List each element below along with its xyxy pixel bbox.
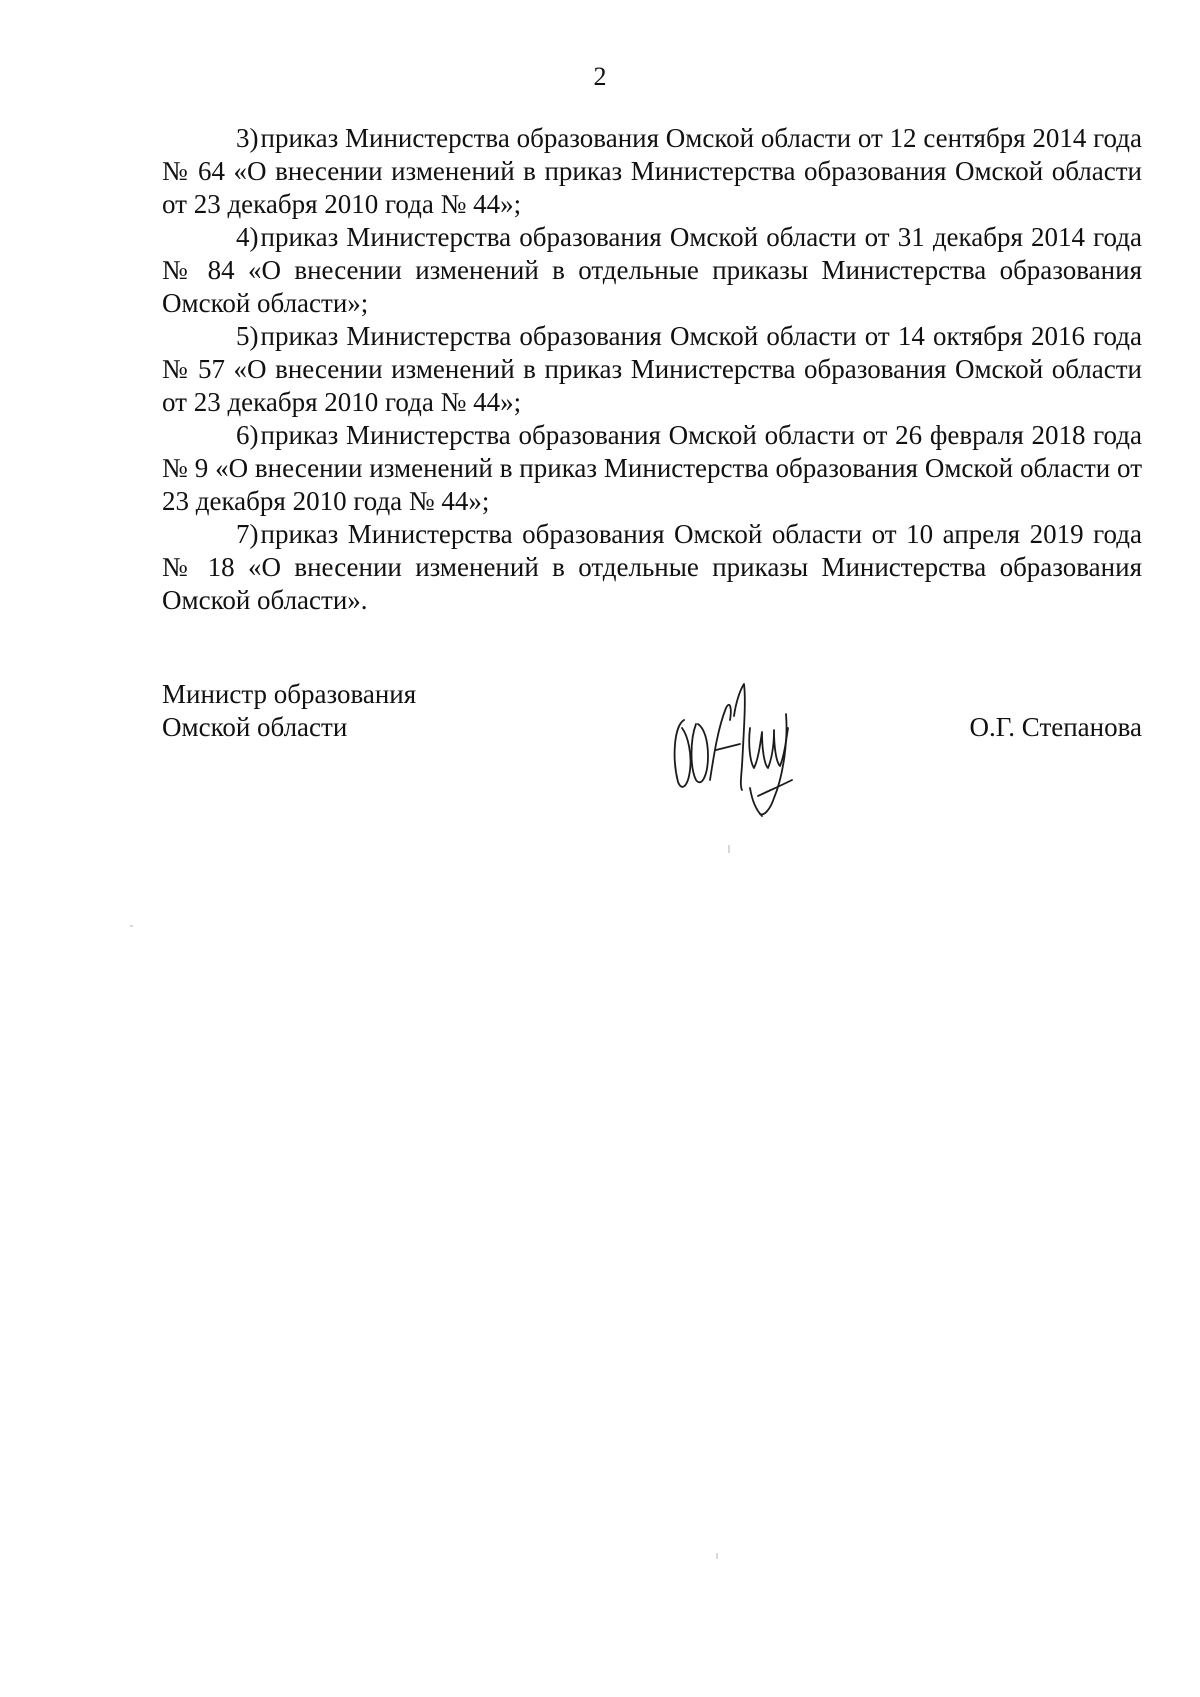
- list-item-number: 5): [236, 321, 259, 351]
- signature-drawing: [652, 658, 872, 818]
- scan-speck: [130, 925, 133, 927]
- list-item-number: 3): [236, 123, 259, 153]
- signer-title-line: Омской области: [162, 712, 348, 742]
- list-item-text: приказ Министерства образования Омской области от 12 сентября 2014 года № 64 «О внесении изменений в приказ Министерства образования Омской области от 23 декабря 2010 года № 44»;: [162, 123, 1142, 219]
- list-item: [162, 419, 1142, 518]
- scan-speck: [728, 845, 730, 853]
- signer-title: [162, 678, 522, 744]
- list-item-text: приказ Министерства образования Омской области от 10 апреля 2019 года № 18 «О внесении изменений в отдельные приказы Министерства образования Омской области».: [162, 519, 1142, 615]
- list-item: [162, 221, 1142, 320]
- signer-name: О.Г. Степанова: [969, 712, 1142, 742]
- list-item-number: 7): [236, 519, 259, 549]
- page-number: 2: [593, 62, 607, 91]
- list-item-number: 4): [236, 222, 259, 252]
- list-item-number: 6): [236, 420, 259, 450]
- list-item: [162, 122, 1142, 221]
- list-item: [162, 518, 1142, 617]
- scan-speck: [716, 1553, 718, 1559]
- list-item-text: приказ Министерства образования Омской области от 31 декабря 2014 года № 84 «О внесении изменений в отдельные приказы Министерства образования Омской области»;: [162, 222, 1142, 318]
- list-item-text: приказ Министерства образования Омской области от 14 октября 2016 года № 57 «О внесении изменений в приказ Министерства образования Омской области от 23 декабря 2010 года № 44»;: [162, 321, 1142, 417]
- order-list: [162, 122, 1142, 617]
- signature-block: [162, 678, 1142, 818]
- handwritten-signature: [652, 658, 872, 818]
- list-item: [162, 320, 1142, 419]
- signer-title-line: Министр образования: [162, 679, 417, 709]
- list-item-text: приказ Министерства образования Омской области от 26 февраля 2018 года № 9 «О внесении изменений в приказ Министерства образования Омской области от 23 декабря 2010 года № 44»;: [162, 420, 1142, 516]
